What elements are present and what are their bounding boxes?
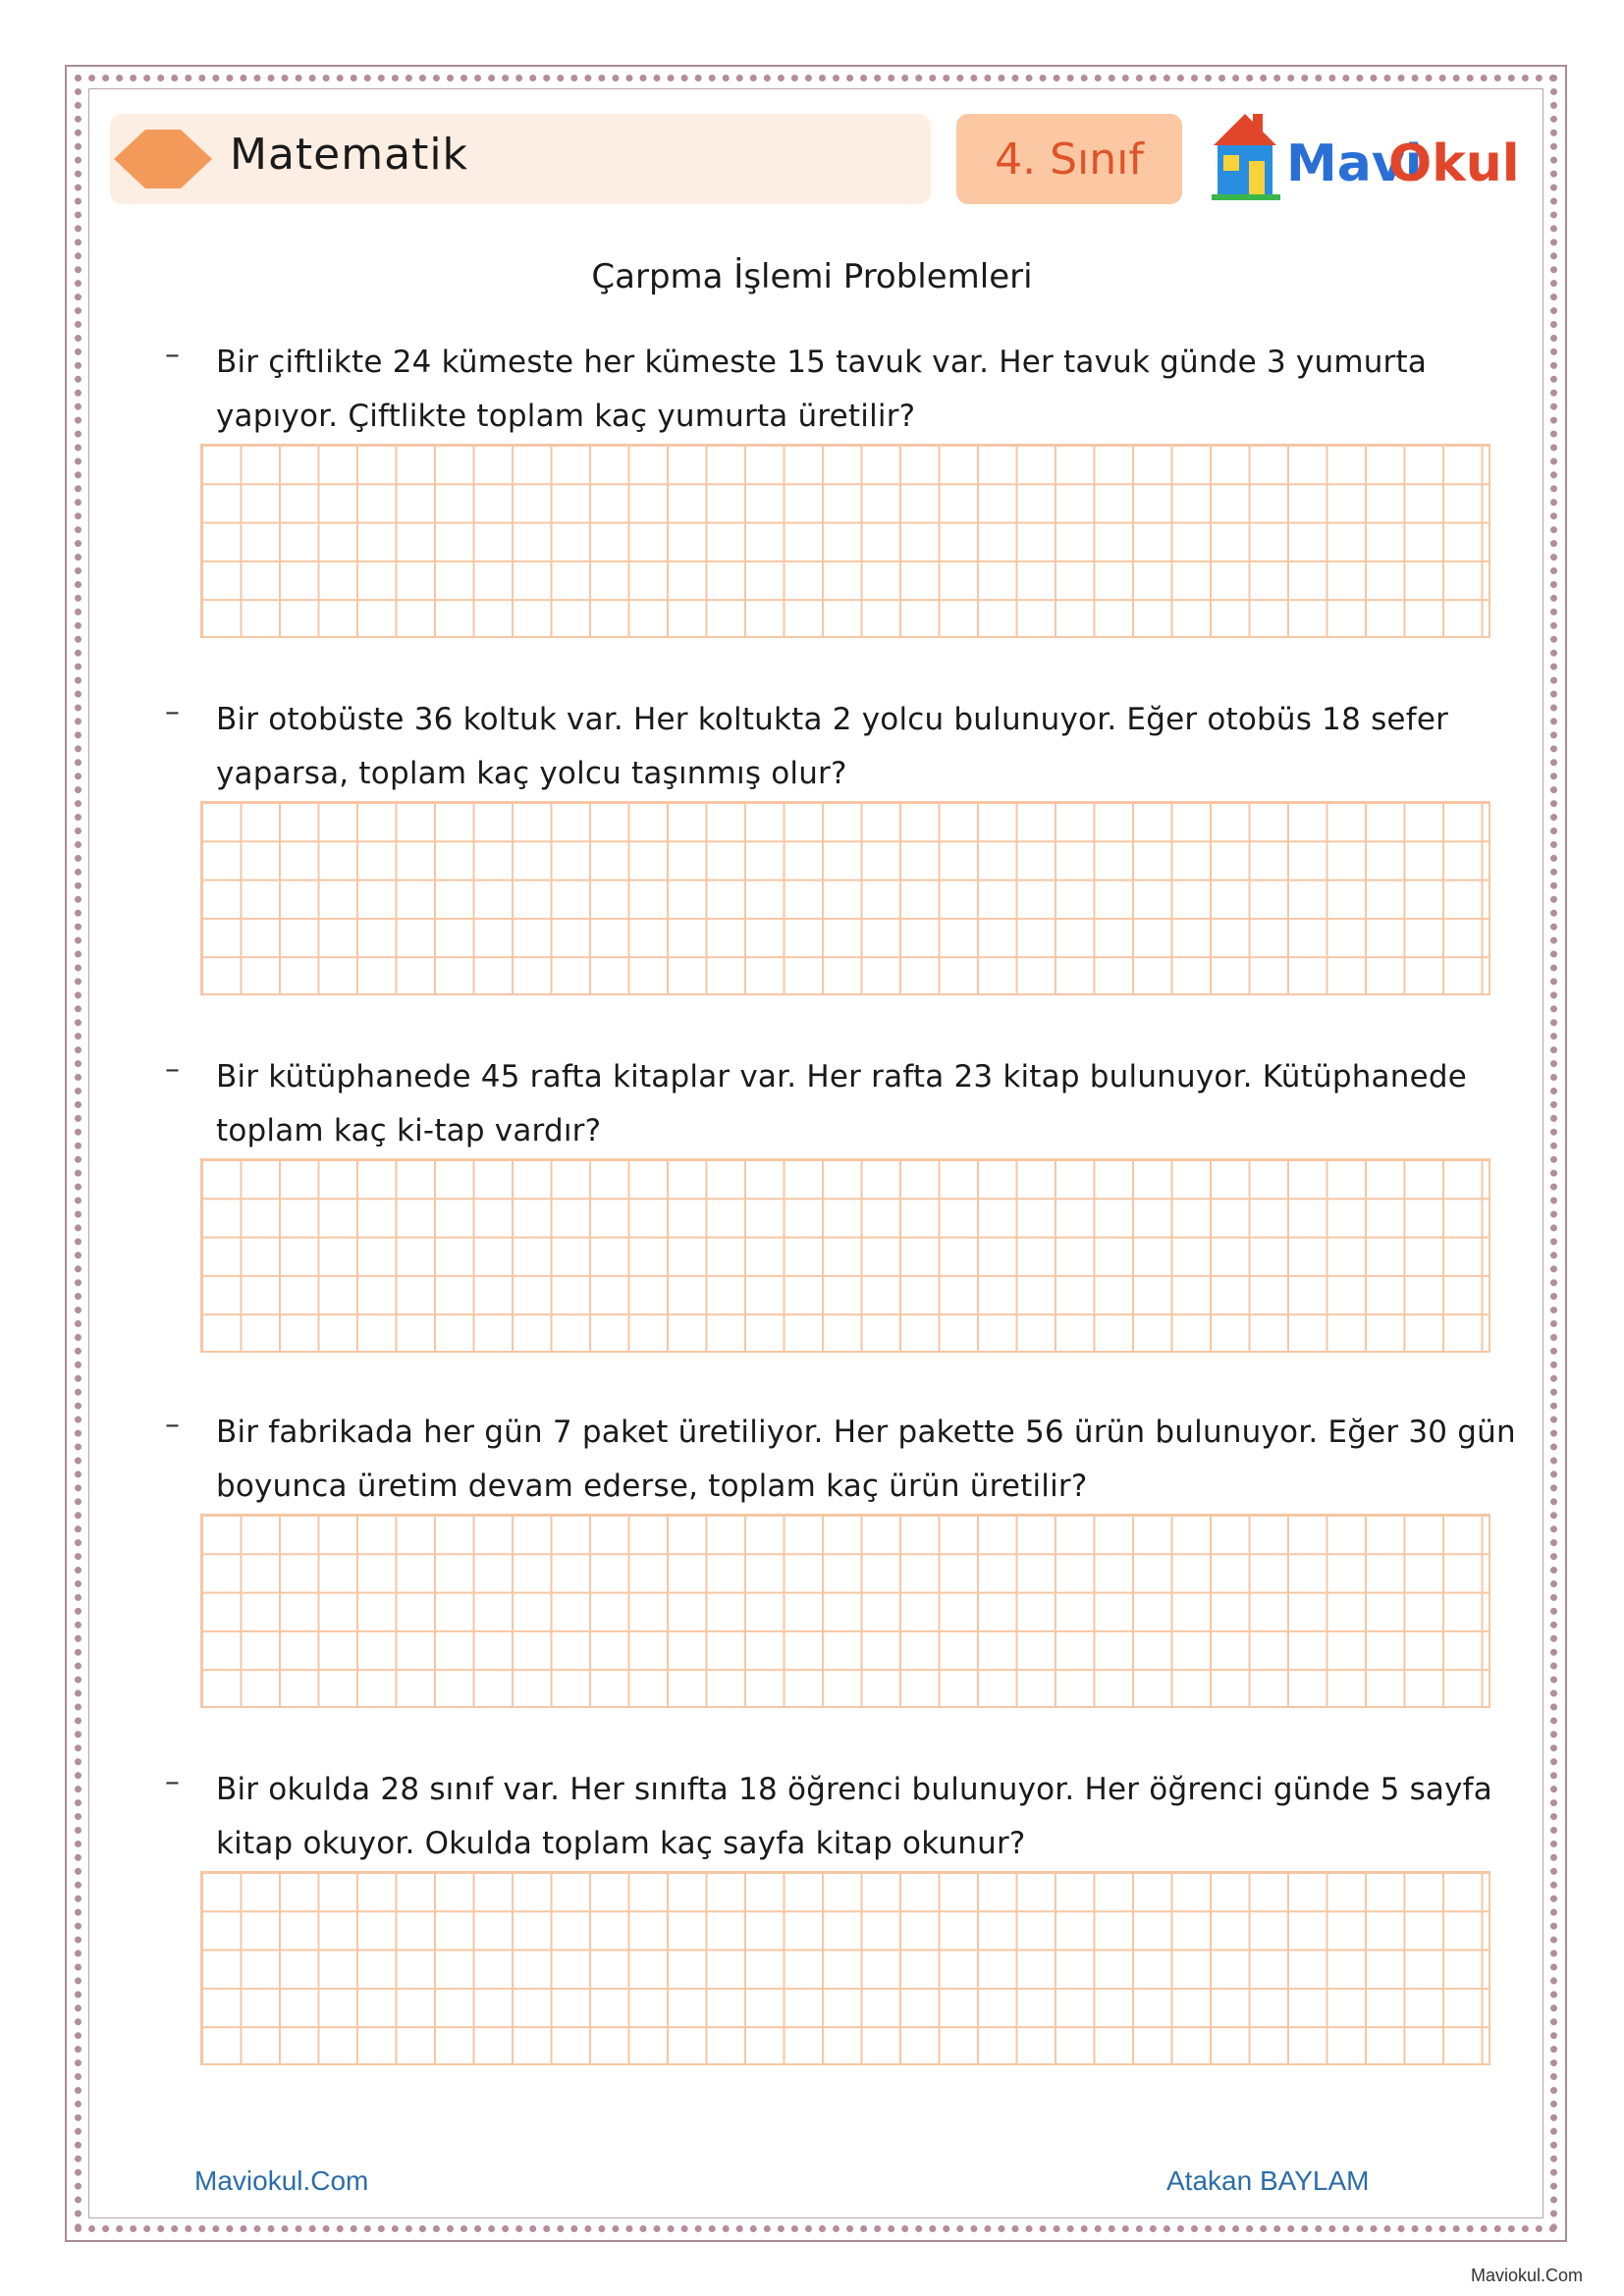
footer-author: Atakan BAYLAM <box>1166 2165 1370 2196</box>
problem-text: Bir kütüphanede 45 rafta kitaplar var. Her rafta 23 kitap bulunuyor. Kütüphanede toplam kaç ki-tap vardır? <box>216 1059 1468 1148</box>
answer-grid[interactable] <box>200 1871 1490 2065</box>
grade-label: 4. Sınıf <box>995 133 1144 185</box>
problem-dash: – <box>165 338 180 372</box>
answer-grid[interactable] <box>200 444 1490 638</box>
diamond-icon <box>110 128 216 190</box>
maviokul-logo <box>1204 106 1520 208</box>
answer-grid[interactable] <box>200 801 1490 995</box>
watermark: Maviokul.Com <box>1470 2266 1583 2285</box>
problem-dash: – <box>165 1052 180 1087</box>
page-title: Çarpma İşlemi Problemleri <box>591 257 1033 296</box>
problem-dash: – <box>165 1408 180 1442</box>
logo-mavi-text: Mavi <box>1286 134 1423 193</box>
problem-dash: – <box>165 695 180 729</box>
problem-text: Bir fabrikada her gün 7 paket üretiliyor. Her pakette 56 ürün bulunuyor. Eğer 30 gün boyunca üretim devam ederse, toplam kaç ürün üretilir? <box>216 1415 1516 1504</box>
problem-text: Bir okulda 28 sınıf var. Her sınıfta 18 öğrenci bulunuyor. Her öğrenci günde 5 sayfa kitap okuyor. Okulda toplam kaç sayfa kitap okunur? <box>216 1772 1492 1861</box>
problem-dash: – <box>165 1765 180 1799</box>
answer-grid[interactable] <box>200 1514 1490 1708</box>
problem-text: Bir çiftlikte 24 kümeste her kümeste 15 tavuk var. Her tavuk günde 3 yumurta yapıyor. Çiftlikte toplam kaç yumurta üretilir? <box>216 345 1428 434</box>
answer-grid[interactable] <box>200 1158 1490 1353</box>
footer-site-link[interactable]: Maviokul.Com <box>194 2165 369 2196</box>
logo-okul-text: Okul <box>1388 134 1520 193</box>
grade-badge <box>956 114 1182 204</box>
subject-title: Matematik <box>230 130 469 180</box>
problem-text: Bir otobüste 36 koltuk var. Her koltukta 2 yolcu bulunuyor. Eğer otobüs 18 sefer yaparsa, toplam kaç yolcu taşınmış olur? <box>216 702 1449 791</box>
